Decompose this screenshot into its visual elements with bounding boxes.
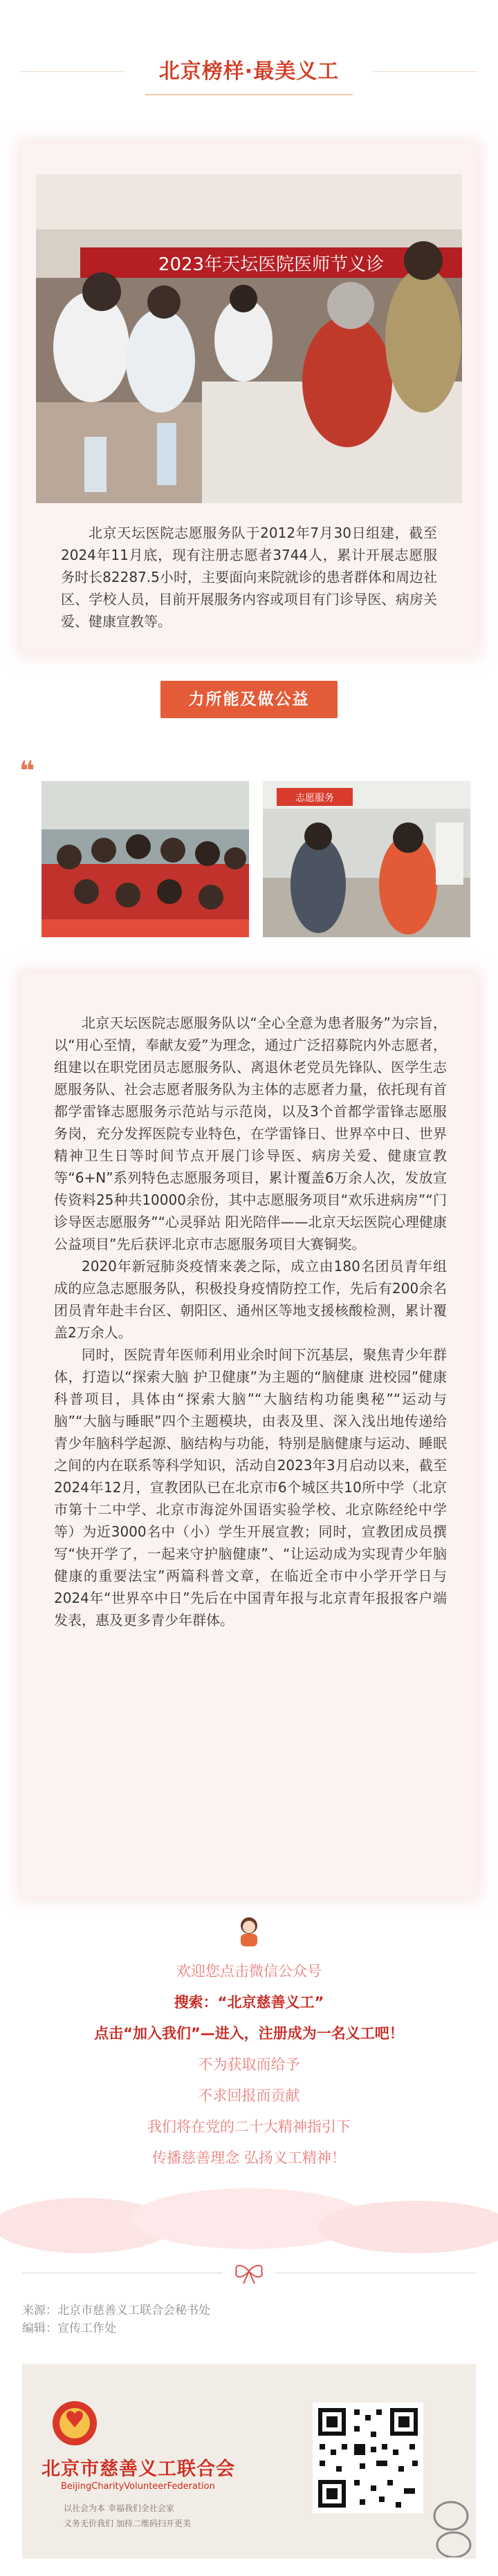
intro-card — [22, 144, 476, 652]
glasses-decoration — [423, 2488, 476, 2557]
footer-line-4: 不为获取而给予 — [198, 2056, 300, 2073]
footer-line-7: 传播慈善理念 弘扬义工精神！ — [152, 2150, 346, 2166]
org-name-en: BeijingCharityVolunteerFederation — [61, 2481, 215, 2492]
article-paragraph-2: 2020年新冠肺炎疫情来袭之际，成立由180名团员青年组成的应急志愿服务队，积极投身疫情防控工作，先后有200余名团员青年赴丰台区、朝阳区、通州区等地支援核酸检测，累计覆盖2万余人。 — [54, 1258, 447, 1341]
header — [0, 54, 498, 95]
mascot-icon — [237, 1915, 261, 1948]
footer-message — [0, 1956, 498, 2174]
photo-medical-consultation — [36, 174, 462, 503]
editor-line: 编辑：宣传工作处 — [22, 2322, 116, 2335]
footer-line-1: 欢迎您点击微信公众号 — [176, 1963, 322, 1980]
footer-line-3: 点击“加入我们”—进入，注册成为一名义工吧！ — [94, 2025, 404, 2042]
org-card — [22, 2364, 476, 2559]
photo-volunteer-group — [42, 781, 249, 937]
footer-line-6: 我们将在党的二十大精神指引下 — [147, 2118, 351, 2135]
source-info — [22, 2302, 210, 2338]
photo-volunteer-service-desk — [263, 781, 470, 937]
footer-line-5: 不求回报而贡献 — [198, 2087, 300, 2104]
decorative-clouds — [0, 2177, 498, 2253]
org-slogan-1: 以社会为本 幸福我们全社会家 — [64, 2503, 174, 2513]
quote-mark-icon: ❝ — [19, 755, 35, 786]
intro-paragraph: 北京天坛医院志愿服务队于2012年7月30日组建，截至2024年11月底，现有注册志愿者3744人，累计开展志愿服务时长82287.5小时，主要面向来院就诊的患者群体和周边社区、学校人员，目前开展服务内容或项目有门诊导医、病房关爱、健康宣教等。 — [61, 525, 437, 630]
section-heading-button: 力所能及做公益 — [160, 681, 338, 718]
source-line: 来源：北京市慈善义工联合会秘书处 — [22, 2304, 210, 2318]
org-slogan-2: 义务无价我们 加持二维码扫开更美 — [64, 2519, 191, 2528]
intro-paragraph-block — [61, 522, 437, 632]
org-logo-icon — [50, 2398, 100, 2448]
bow-icon — [232, 2262, 266, 2285]
qr-code[interactable] — [313, 2403, 423, 2513]
article-card — [22, 973, 476, 1896]
photo-banner-text: 2023年天坛医院医师节义诊 — [158, 254, 385, 275]
article-paragraph-1: 北京天坛医院志愿服务队以“全心全意为患者服务”为宗旨，以“用心至情，奉献友爱”为理念，通过广泛招募院内外志愿者，组建以在职党团员志愿服务队、离退休老党员先锋队、医学生志愿服务队、社会志愿者服务队为主体的志愿者力量，依托现有首都学雷锋志愿服务示范站与示范岗，以及3个首都学雷锋志愿服务岗，充分发挥医院专业特色，在学雷锋日、世界卒中日、世界精神卫生日等时间节点开展门诊导医、病房关爱、健康宣教等“6+N”系列特色志愿服务项目，累计覆盖6万余人次，发放宣传资料25种共10000余份，其中志愿服务项目“欢乐进病房”“门诊导医志愿服务”“心灵驿站 阳光陪伴——北京天坛医院心理健康公益项目”先后获评北京市志愿服务项目大赛铜奖。 — [54, 1015, 447, 1252]
org-name: 北京市慈善义工联合会 — [42, 2459, 235, 2480]
article-paragraph-3: 同时，医院青年医师利用业余时间下沉基层，聚焦青少年群体，打造以“探索大脑 护卫健康”为主题的“脑健康 进校园”健康科普项目，具体由“探索大脑”“大脑结构功能奥秘”“运动与脑”“大脑与睡眠”四个主题模块，由表及里、深入浅出地传递给青少年脑科学起源、脑结构与功能，特别是脑健康与运动、睡眠之间的内在联系等科学知识，活动自2023年3月启动以来，截至2024年12月，宣教团队已在北京市6个城区共10所中学（北京市第十二中学、北京市海淀外国语实验学校、北京陈经纶中学等）为近3000名中（小）学生开展宣教；同时，宣教团成员撰写“快开学了，一起来守护脑健康”、“让运动成为实现青少年脑健康的重要法宝”两篇科普文章，在临近全市中小学开学日与2024年“世界卒中日”先后在中国青年报与北京青年报报客户端发表，惠及更多青少年群体。 — [54, 1346, 447, 1628]
page-title: 北京榜样·最美义工 — [145, 54, 353, 95]
article-text — [54, 1012, 447, 1631]
photo-sign-text: 志愿服务 — [295, 793, 334, 804]
footer-line-2: 搜索：“北京慈善义工” — [174, 1994, 324, 2011]
